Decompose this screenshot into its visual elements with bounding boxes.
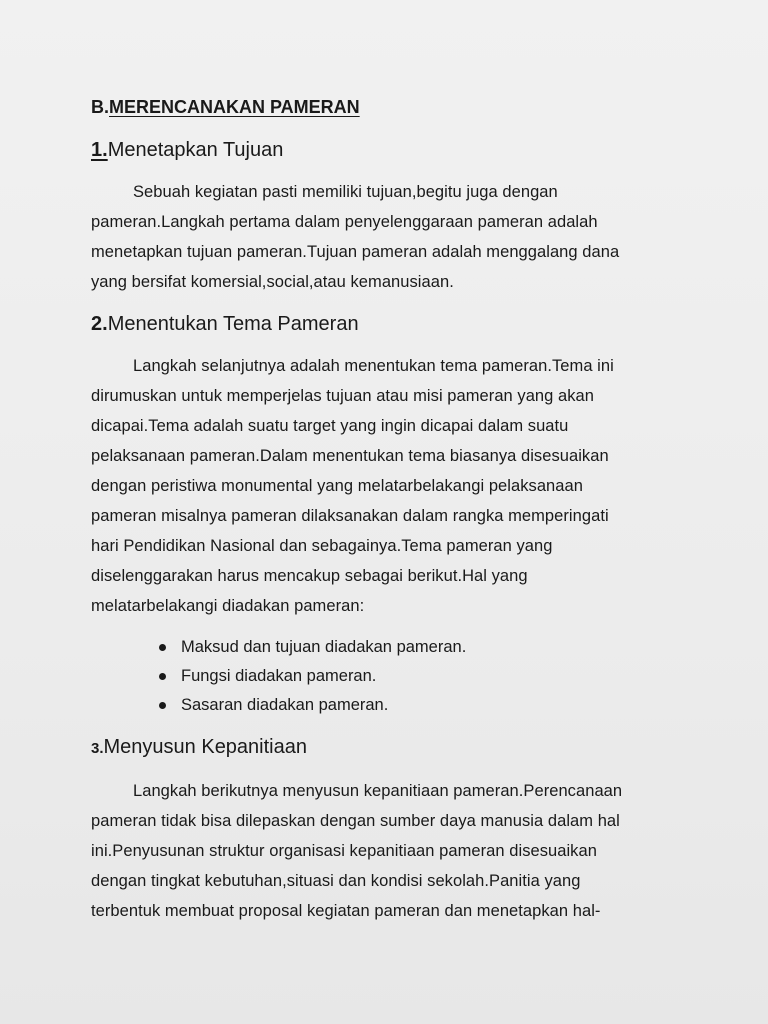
list-item-text: Sasaran diadakan pameran. <box>181 696 389 714</box>
section-3-title: Menyusun Kepanitiaan <box>103 736 307 758</box>
paragraph-line: dengan tingkat kebutuhan,situasi dan kondisi sekolah.Panitia yang <box>91 872 581 890</box>
paragraph-line: pameran misalnya pameran dilaksanakan dalam rangka memperingati <box>91 507 609 525</box>
section-1-paragraph <box>91 177 691 297</box>
section-2-paragraph <box>91 351 691 621</box>
paragraph-line: dicapai.Tema adalah suatu target yang ingin dicapai dalam suatu <box>91 417 569 435</box>
paragraph-line: Langkah berikutnya menyusun kepanitiaan pameran.Perencanaan <box>133 782 623 800</box>
main-title-text: MERENCANAKAN PAMERAN <box>109 97 360 117</box>
paragraph-line: pameran tidak bisa dilepaskan dengan sumber daya manusia dalam hal <box>91 812 620 830</box>
paragraph-line: pelaksanaan pameran.Dalam menentukan tema biasanya disesuaikan <box>91 447 609 465</box>
section-2-title: Menentukan Tema Pameran <box>107 313 359 335</box>
section-1-heading <box>91 135 691 165</box>
paragraph-line: menetapkan tujuan pameran.Tujuan pameran adalah menggalang dana <box>91 243 620 261</box>
section-2-bullet-list <box>91 633 691 720</box>
section-1-number: 1. <box>91 139 108 161</box>
list-item <box>157 662 691 691</box>
paragraph-line: diselenggarakan harus mencakup sebagai berikut.Hal yang <box>91 567 528 585</box>
paragraph-line: terbentuk membuat proposal kegiatan pameran dan menetapkan hal- <box>91 902 601 920</box>
section-2-heading <box>91 309 691 339</box>
paragraph-line: dengan peristiwa monumental yang melatarbelakangi pelaksanaan <box>91 477 583 495</box>
list-item-text: Maksud dan tujuan diadakan pameran. <box>181 638 467 656</box>
main-title <box>91 93 691 121</box>
section-2-number: 2. <box>91 313 108 335</box>
paragraph-line: pameran.Langkah pertama dalam penyelenggaraan pameran adalah <box>91 213 598 231</box>
bullet-dot-icon <box>159 702 166 709</box>
main-title-prefix: B. <box>91 97 109 117</box>
paragraph-line: Langkah selanjutnya adalah menentukan tema pameran.Tema ini <box>133 357 614 375</box>
section-1-title: Menetapkan Tujuan <box>107 139 284 161</box>
document-content <box>91 93 691 938</box>
paragraph-line: melatarbelakangi diadakan pameran: <box>91 597 365 615</box>
bullet-dot-icon <box>159 673 166 680</box>
list-item-text: Fungsi diadakan pameran. <box>181 667 377 685</box>
section-3-heading <box>91 732 691 764</box>
paragraph-line: dirumuskan untuk memperjelas tujuan atau misi pameran yang akan <box>91 387 594 405</box>
section-3-number: 3. <box>91 740 104 757</box>
list-item <box>157 691 691 720</box>
paragraph-line: yang bersifat komersial,social,atau kemanusiaan. <box>91 273 454 291</box>
paragraph-line: ini.Penyusunan struktur organisasi kepanitiaan pameran disesuaikan <box>91 842 597 860</box>
paragraph-line: hari Pendidikan Nasional dan sebagainya.Tema pameran yang <box>91 537 553 555</box>
list-item <box>157 633 691 662</box>
paragraph-line: Sebuah kegiatan pasti memiliki tujuan,begitu juga dengan <box>133 183 558 201</box>
section-3-paragraph <box>91 776 691 926</box>
bullet-dot-icon <box>159 644 166 651</box>
